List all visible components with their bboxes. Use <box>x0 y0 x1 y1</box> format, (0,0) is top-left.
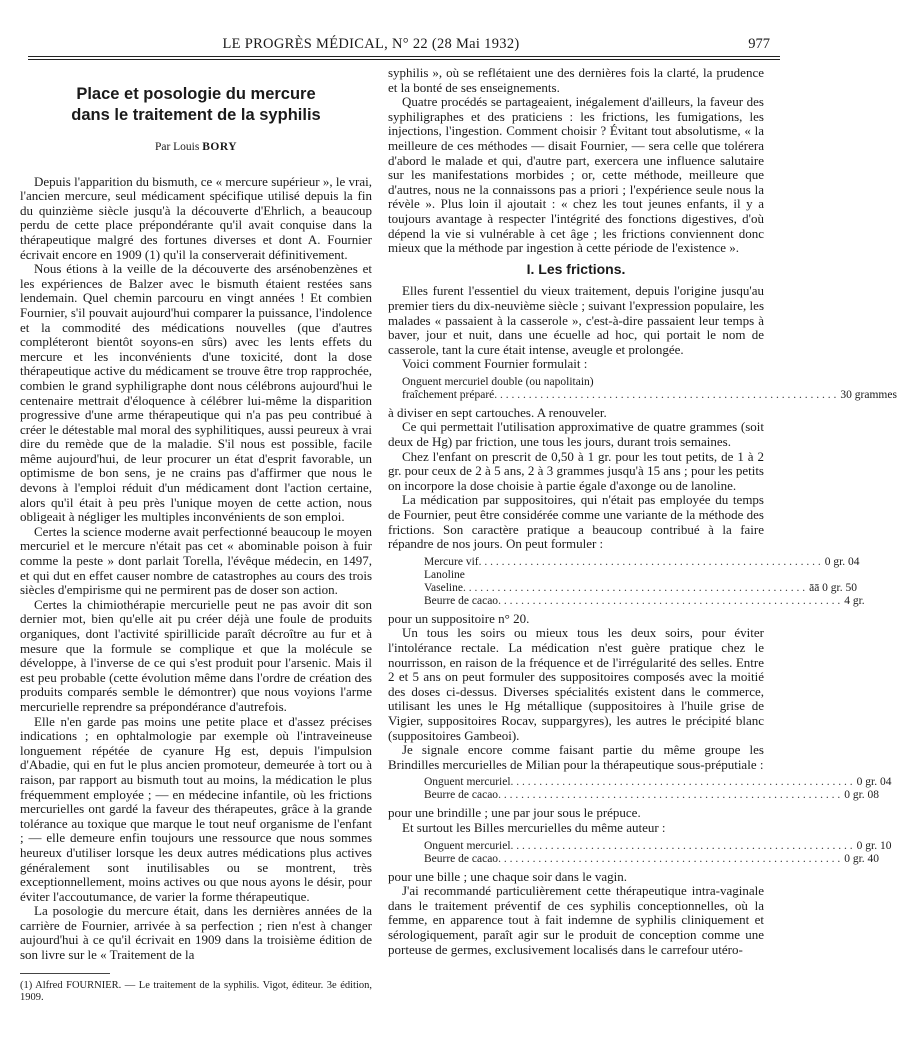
paragraph: Un tous les soirs ou mieux tous les deux soirs, pour éviter l'intolérance rectale. La médication n'est guère pratique chez le nourrisson, en raison de la fréquence et de l'irrégularité des selles. Entre 2 et 5 ans on peut formuler des suppositoires composés avec la moitié des doses ci-dessus. Diverses spécialités existent dans le commerce, utilisant les unes le Hg métallique (suppositoires à l'huile grise de Vigier, suppositoires Rocav, suppargyres), les autres le précipité blanc (suppositoires Gambeoi). <box>388 625 764 743</box>
paragraph: Voici comment Fournier formulait : <box>402 356 588 372</box>
recipe-dose: 0 gr. 08 <box>844 789 880 802</box>
recipe-2 <box>424 555 865 608</box>
recipe-leader-dots: . . . . . . . . . . . . . . . . . . . . . . . . . . . . . . . . . . . . . . . . . . . . . . . . . . . . . . . . . . . . <box>510 776 853 789</box>
recipe-row <box>402 388 897 402</box>
byline-author: BORY <box>202 141 238 153</box>
recipe-ingredient: Mercure vif <box>424 555 479 568</box>
recipe-row <box>424 569 694 582</box>
recipe-row <box>424 852 880 866</box>
paragraph: Et surtout les Billes mercurielles du même auteur : <box>402 819 666 835</box>
recipe-row <box>424 776 892 789</box>
header-rule-bottom <box>28 59 780 60</box>
paragraph: pour un suppositoire n° 20. <box>388 610 530 626</box>
paragraph: La posologie du mercure était, dans les dernières années de la carrière de Fournier, arrivée à sa perfection ; rien n'est à changer aujourd'hui à ce qu'il écrivait en 1909 dans la troisième édition de son livre sur le « Traitement de la <box>20 903 372 963</box>
paragraph: Certes la chimiothérapie mercurielle peut ne pas avoir dit son dernier mot, bien qu'elle ait pu créer déjà une foule de produits organiques, dont l'activité spirillicide paraît décroître au fur et à mesure que la formule se complique et que la molécule se développe, à l'inverse de ce qui s'est produit pour l'arsenic. Mais il est peu probable (cette évolution même dans l'ordre de création des produits comparés semble le démontrer) que nous voyions l'arme mercurielle reprendre sa prépondérance d'autrefois. <box>20 596 372 714</box>
recipe-ingredient: fraîchement préparé <box>402 388 495 401</box>
paragraph: Je signale encore comme faisant partie du même groupe les Brindilles mercurielles de Milian pour la thérapeutique sous-préputiale : <box>388 742 764 772</box>
paragraph: Chez l'enfant on prescrit de 0,50 à 1 gr. pour les tout petits, de 1 à 2 gr. pour ceux de 2 à 5 ans, 2 à 3 grammes jusqu'à 15 ans ; pour les petits on incorpore la dose choisie à partie égale d'axonge ou de lanoline. <box>388 448 764 493</box>
recipe-dose: 0 gr. 04 <box>856 776 892 789</box>
recipe-row <box>424 581 857 595</box>
left-column <box>20 66 372 1005</box>
recipe-leader-dots: . . . . . . . . . . . . . . . . . . . . . . . . . . . . . . . . . . . . . . . . . . . . . . . . . . . . . . . . . . . . <box>498 852 841 865</box>
running-header <box>28 36 774 54</box>
recipe-leader-dots: . . . . . . . . . . . . . . . . . . . . . . . . . . . . . . . . . . . . . . . . . . . . . . . . . . . . . . . . . . . . <box>510 839 853 852</box>
recipe-dose <box>465 569 469 582</box>
recipe-row <box>424 594 865 608</box>
paragraph: syphilis », où se reflétaient une des dernières fois la clarté, la prudence et la bonté de ses enseignements. <box>388 65 764 95</box>
paragraph: Nous étions à la veille de la découverte des arsénobenzènes et les expériences de Balzer avec le bismuth étaient restées sans lendemain. Quel chemin parcouru en vingt années ! Et combien Fournier, s'il pouvait aujourd'hui comparer la puissance, l'indolence et la commodité des médications nouvelles (que d'autres compléteront bientôt soyons-en sûrs) avec les lents effets du mercure et les inconvénients d'une toxicité, dont la dose thérapeutique active du médicament se trouve être trop rapprochée, combien le grand syphiligraphe dont nous célébrons aujourd'hui le centenaire mettrait d'éloquence à célébrer lui-même la disparition progressive d'une arme thérapeutique qui n'a pas peu contribué à créer le détestable mal moral des syphilitiques, aussi peureux à vrai dire du remède que de la maladie. S'il nous est possible, facile même aujourd'hui, de leur procurer un état d'esprit favorable, un optimisme de bon sens, je ne crains pas d'affirmer que nous le devons à l'emploi réduit d'un médicament dont l'action certaine, alors qu'il était à peu près l'unique moyen de cette action, nous obligeait à négliger les multiples inconvénients de son emploi. <box>20 261 372 525</box>
running-title: LE PROGRÈS MÉDICAL, N° 22 (28 Mai 1932) <box>222 36 520 52</box>
recipe-dose: āā 0 gr. 50 <box>809 581 857 594</box>
byline-prefix: Par Louis <box>154 141 200 153</box>
paragraph: J'ai recommandé particulièrement cette thérapeutique intra-vaginale dans le traitement préventif de ces syphilis conceptionnelles, où la femme, en apparence tout à fait indemne de syphilis cliniquement et sérologiquement, paraît agir sur le produit de conception comme une porteuse de germes, exclusivement localisés dans le carrefour utéro- <box>388 883 764 957</box>
page-number: 977 <box>748 36 770 52</box>
recipe-ingredient: Vaseline <box>424 581 463 594</box>
recipe-dose: 0 gr. 04 <box>824 555 860 568</box>
recipe-leader-dots: . . . . . . . . . . . . . . . . . . . . . . . . . . . . . . . . . . . . . . . . . . . . . . . . . . . . . . . . . . . . <box>462 581 806 594</box>
recipe-ingredient: Onguent mercuriel double (ou napolitain) <box>402 375 594 388</box>
paragraph: Ce qui permettait l'utilisation approximative de quatre grammes (soit deux de Hg) par friction, une tous les jours, durant trois semaines. <box>388 419 764 450</box>
paragraph: pour une brindille ; une par jour sous le prépuce. <box>388 805 641 821</box>
byline <box>20 140 372 155</box>
recipe-dose: 4 gr. <box>844 594 865 607</box>
header-rule-top <box>28 56 780 57</box>
section-title: I. Les frictions. <box>526 260 626 277</box>
paragraph: à diviser en sept cartouches. A renouveler. <box>388 404 607 420</box>
recipe-row <box>424 555 860 569</box>
right-column <box>388 65 897 957</box>
recipe-ingredient: Onguent mercuriel <box>424 776 511 789</box>
article-title-line1: Place et posologie du mercure <box>76 85 316 103</box>
recipe-ingredient: Beurre de cacao <box>424 852 499 865</box>
recipe-3 <box>424 776 892 802</box>
recipe-leader-dots: . . . . . . . . . . . . . . . . . . . . . . . . . . . . . . . . . . . . . . . . . . . . . . . . . . . . . . . . . . . . <box>494 388 837 401</box>
recipe-ingredient: Beurre de cacao <box>424 789 499 802</box>
paragraph: Quatre procédés se partageaient, inégalement d'ailleurs, la faveur des syphiligraphes et des praticiens : les frictions, les fumigations, les injections, l'ingestion. Comment choisir ? Évitant tout absolutisme, « la meilleure de ces méthodes — disait Fournier, — sera celle que tolérera d'abord le malade et qui, d'autre part, exercera une influence salutaire sur les manifestations morbides ; or, cette méthode, meilleure que d'autres, nous ne la connaissons pas a priori ; l'expérience seule nous la révèle ». Plus loin il ajoutait : « chez les tout jeunes enfants, il y a toujours avantage à respecter l'intégrité des fonctions digestives, d'où dépend la vie si vulnérable à cet âge ; les frictions conviennent donc mieux que la méthode par ingestion à cette période de l'existence ». <box>388 94 764 256</box>
paragraph: Elle n'en garde pas moins une petite place et d'assez précises indications ; en ophtalmologie par exemple où l'intraveineuse longuement répétée de cyanure Hg est, depuis l'impulsion d'Abadie, qui en fut le plus ancien promoteur, demeurée à tort ou à raison, par rapport au bismuth tout au moins, la médication le plus fréquemment employée ; — en médecine infantile, où les frictions mercurielles ont gardé la faveur des thérapeutes, grâce à la grande tolérance au toxique que marque le tout neuf organisme de l'enfant ; — elle demeure enfin toujours une ressource que nous sommes heureux d'utiliser lorsque les deux autres médications plus actives généralement sont inutilisables ou se montrent, très exceptionnellement, moins actives ou que nous ayons le désir, pour éviter l'accoutumance, de varier la forme thérapeutique. <box>20 713 372 904</box>
recipe-1 <box>402 375 897 402</box>
recipe-ingredient: Lanoline <box>424 568 465 581</box>
recipe-dose: 0 gr. 40 <box>844 852 880 865</box>
recipe-row <box>424 789 880 802</box>
article-title <box>20 84 372 126</box>
recipe-ingredient: Beurre de cacao <box>424 594 499 607</box>
paragraph: Certes la science moderne avait perfectionné beaucoup le moyen mercuriel et le mercure n'était pas cet « abominable poison à fuir comme la peste » dont parlait Torella, l'évêque médecin, en 1497, et qui dut en effet causer nombre de catastrophes au cours des trois siècles d'empirisme qui ne permirent pas de doser son action. <box>20 523 372 598</box>
paragraph: pour une bille ; une chaque soir dans le vagin. <box>388 868 627 884</box>
recipe-ingredient: Onguent mercuriel <box>424 839 511 852</box>
recipe-dose: 30 grammes <box>840 388 897 401</box>
recipe-row <box>402 376 702 389</box>
paragraph: Elles furent l'essentiel du vieux traitement, depuis l'origine jusqu'au premier tiers du dix-neuvième siècle ; suivant l'expression populaire, les malades « passaient à la casserole », c'est-à-dire passaient leur temps à baver, jour et nuit, dans une écuelle ad hoc, qui portait le nom de casserole, tant la cure était intense, aveugle et prolongée. <box>388 283 764 357</box>
footnote-rule <box>20 973 110 974</box>
footnote: (1) Alfred FOURNIER. — Le traitement de la syphilis. Vigot, éditeur. 3e édition, 1909. <box>20 979 372 1004</box>
paragraph: Depuis l'apparition du bismuth, ce « mercure supérieur », le vrai, l'ancien mercure, seul médicament spécifique utilisé depuis la fin du quinzième siècle jusqu'à la découverte d'Ehrlich, a beaucoup perdu de cette place prépondérante qu'il avait conquise dans la thérapeutique malgré des fortunes diverses et dont A. Fournier écrivait encore en 1909 (1) qu'il la conserverait définitivement. <box>20 173 372 262</box>
recipe-dose <box>594 376 598 389</box>
article-title-line2: dans le traitement de la syphilis <box>71 106 321 124</box>
recipe-leader-dots: . . . . . . . . . . . . . . . . . . . . . . . . . . . . . . . . . . . . . . . . . . . . . . . . . . . . . . . . . . . . <box>478 555 821 568</box>
recipe-leader-dots: . . . . . . . . . . . . . . . . . . . . . . . . . . . . . . . . . . . . . . . . . . . . . . . . . . . . . . . . . . . . <box>498 594 841 607</box>
recipe-leader-dots: . . . . . . . . . . . . . . . . . . . . . . . . . . . . . . . . . . . . . . . . . . . . . . . . . . . . . . . . . . . . <box>498 789 841 802</box>
recipe-4 <box>424 839 892 866</box>
recipe-row <box>424 839 892 853</box>
paragraph: La médication par suppositoires, qui n'était pas employée du temps de Fournier, peut être considérée comme une variante de la méthode des frictions. Son caractère pratique a beaucoup contribué à la faire répandre de nos jours. On peut formuler : <box>388 492 764 552</box>
recipe-dose: 0 gr. 10 <box>856 839 892 852</box>
